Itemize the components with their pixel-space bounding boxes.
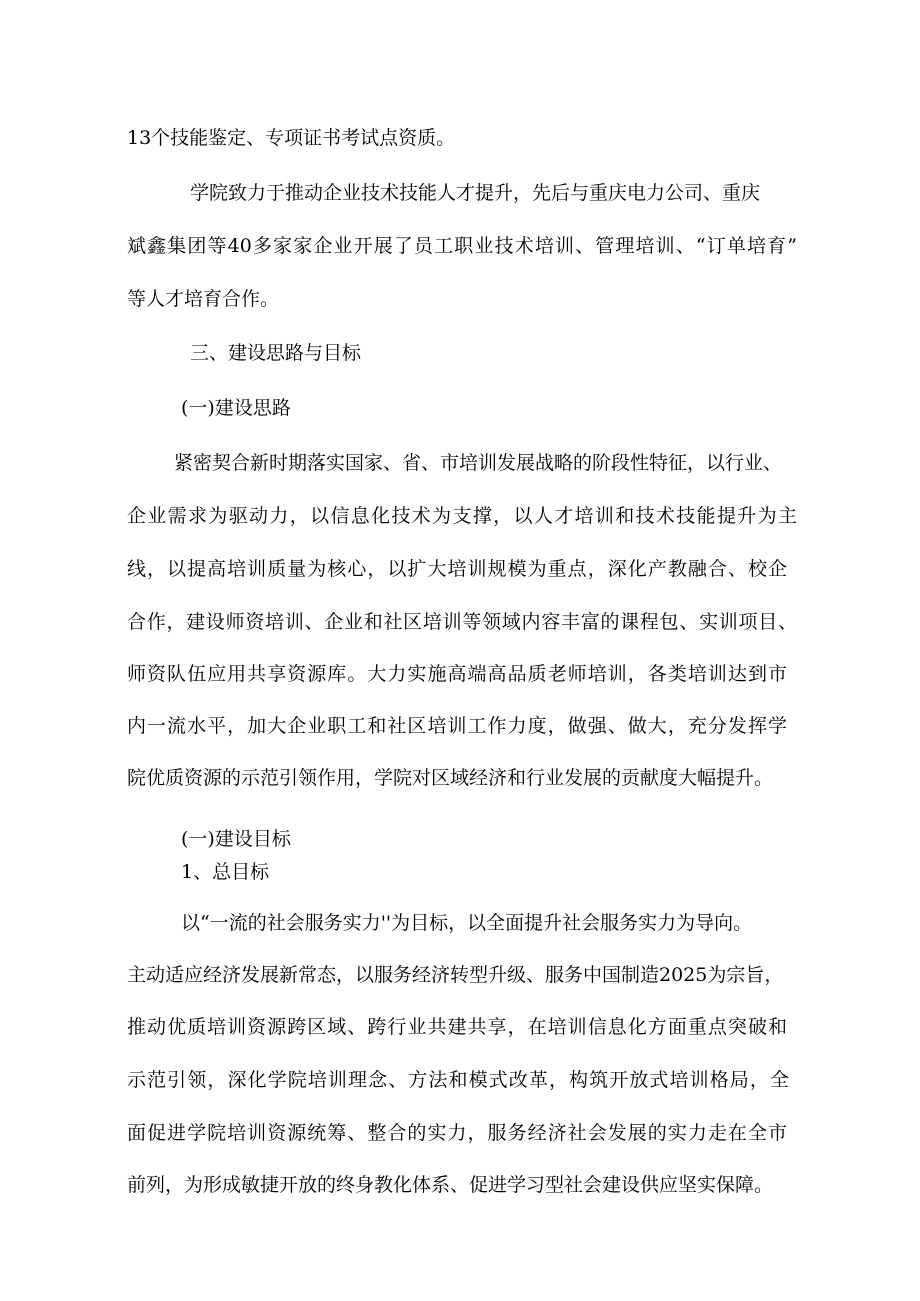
text-line: 等人才培育合作。 <box>127 288 280 310</box>
text-line: 学院致力于推动企业技术技能人才提升，先后与重庆电力公司、重庆 <box>190 182 761 204</box>
subsection-heading: (一)建设目标 <box>181 828 291 850</box>
text-line: 斌鑫集团等40多家家企业开展了员工职业技术培训、管理培训、“订单培育” <box>127 235 797 257</box>
section-heading: 三、建设思路与目标 <box>190 342 362 364</box>
subsection-heading: 1、总目标 <box>181 861 270 883</box>
text-line: 合作，建设师资培训、企业和社区培训等领域内容丰富的课程包、实训项目、 <box>127 611 797 633</box>
text-line: 13个技能鉴定、专项证书考试点资质。 <box>127 127 456 149</box>
text-line: 主动适应经济发展新常态，以服务经济转型升级、服务中国制造2025为宗旨， <box>127 964 784 986</box>
text-line: 以“一流的社会服务实力''为目标，以全面提升社会服务实力为导向。 <box>181 912 753 934</box>
text-line: 面促进学院培训资源统筹、整合的实力，服务经济社会发展的实力走在全市 <box>127 1122 787 1144</box>
text-line: 院优质资源的示范引领作用，学院对区域经济和行业发展的贡献度大幅提升。 <box>127 767 774 789</box>
text-line: 企业需求为驱动力，以信息化技术为支撑，以人才培训和技术技能提升为主 <box>127 505 797 527</box>
text-line: 推动优质培训资源跨区域、跨行业共建共享，在培训信息化方面重点突破和 <box>127 1016 787 1038</box>
text-line: 前列，为形成敏捷开放的终身教化体系、促进学习型社会建设供应坚实保障。 <box>127 1174 774 1196</box>
text-line: 内一流水平，加大企业职工和社区培训工作力度，做强、做大，充分发挥学 <box>127 715 787 737</box>
text-line: 示范引领，深化学院培训理念、方法和模式改革，构筑开放式培训格局，全 <box>127 1069 789 1091</box>
text-line: 线，以提高培训质量为核心，以扩大培训规模为重点，深化产教融合、校企 <box>127 558 787 580</box>
text-line: 师资队伍应用共享资源库。大力实施高端高品质老师培训，各类培训达到市 <box>127 663 787 685</box>
subsection-heading: (一)建设思路 <box>181 397 291 419</box>
text-line: 紧密契合新时期落实国家、省、市培训发展战略的阶段性特征，以行业、 <box>174 452 783 474</box>
